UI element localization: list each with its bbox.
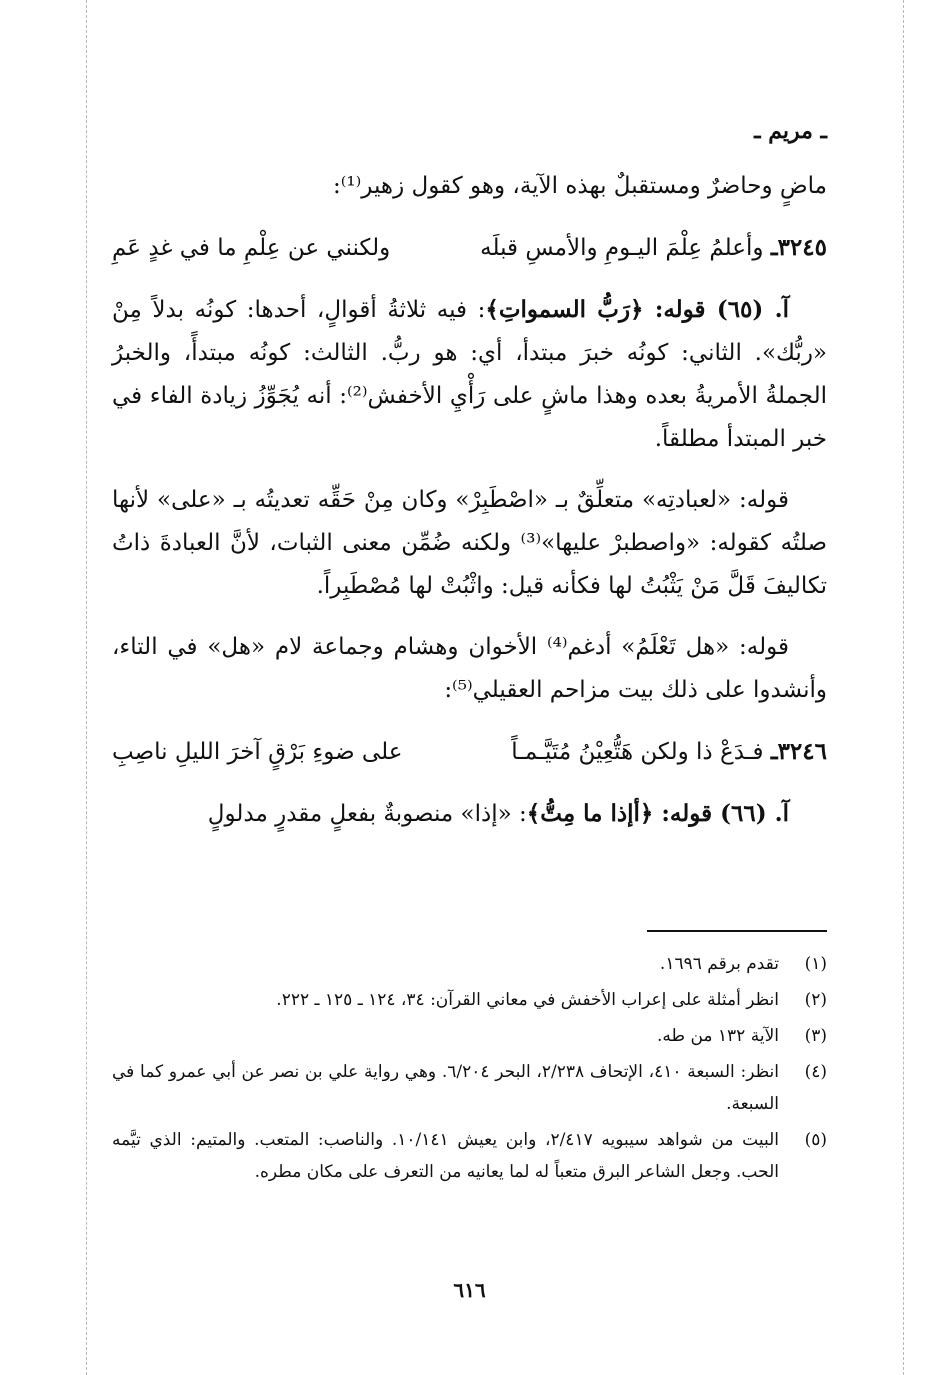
footnote-number: (٢) — [804, 990, 827, 1010]
scan-margin-line-left — [86, 0, 87, 1375]
footnote-number: (٣) — [804, 1026, 827, 1046]
verse-number: ٣٢٤٦ـ — [770, 738, 827, 765]
verse-hemistich-2: على ضوءِ بَرْقٍ آخرَ الليلِ ناصِبِ — [112, 739, 403, 765]
paragraph-3: قوله: «لعبادتِه» متعلِّقٌ بـ «اصْطَبِرْ» وكان مِنْ حَقِّه تعديتُه بـ «على» لأنها صلتُه كقوله: «واصطبرْ عليها»⁽³⁾ ولكنه ضُمِّن معنى الثبات، لأنَّ العبادةَ ذاتُ تكاليفَ قَلَّ مَنْ يَثْبُتُ لها فكأنه قيل: واثْبُتْ لها مُصْطَبِراً. — [112, 487, 828, 599]
verse-ref-66: آ. (٦٦) قوله: ﴿أإذا ما مِتُّ﴾ — [526, 800, 789, 827]
footnote-text: انظر: السبعة ٤١٠، الإتحاف ٢/٢٣٨، البحر ٦/٢٠٤. وهي رواية علي بن نصر عن أبي عمرو كما في السبعة. — [112, 1062, 779, 1114]
paragraph-4: قوله: «هل تَعْلَمُ» أدغم⁽⁴⁾ الأخوان وهشام وجماعة لام «هل» في التاء، وأنشدوا على ذلك بيت مزاحم العقيلي⁽⁵⁾: — [112, 634, 827, 703]
footnote-text: انظر أمثلة على إعراب الأخفش في معاني القرآن: ٣٤، ١٢٤ ـ ١٢٥ ـ ٢٢٢. — [276, 990, 779, 1010]
footnote-item — [112, 1056, 827, 1120]
verse-hemistich-1: ٣٢٤٥ـ وأعلمُ عِلْمَ اليـومِ والأمسِ قبلَه — [480, 234, 827, 261]
footnote-text: تقدم برقم ١٦٩٦. — [659, 954, 779, 974]
footnote-number: (٤) — [804, 1062, 827, 1082]
paragraph-1: ماضٍ وحاضرٌ ومستقبلٌ بهذه الآية، وهو كقول زهير⁽¹⁾: — [333, 173, 827, 199]
paragraph-66-text: : «إذا» منصوبةٌ بفعلٍ مقدرٍ مدلولٍ — [207, 801, 527, 827]
footnote-item — [112, 1124, 827, 1188]
page-number: ٦١٦ — [453, 1278, 486, 1302]
paragraph-65-text: : فيه ثلاثةُ أقوالٍ، أحدها: كونُه بدلاً مِنْ «ربُّك». الثاني: كونُه خبرَ مبتدأ، أي: هو ربُّ. الثالث: كونُه مبتدأً، والخبرُ الجملةُ الأمريةُ بعده وهذا ماشٍ على رَأْيِ الأخفش⁽²⁾: أنه يُجَوِّزُ زيادة الفاء في خبر المبتدأ مطلقاً. — [112, 297, 827, 452]
footnote-item — [112, 984, 827, 1016]
footnote-number: (٥) — [804, 1130, 827, 1150]
footnote-number: (١) — [804, 954, 827, 974]
footnotes — [112, 948, 827, 1192]
scan-margin-line-right — [903, 0, 904, 1375]
footnote-item — [112, 1020, 827, 1052]
footnote-item — [112, 948, 827, 980]
verse-ref-65: آ. (٦٥) قوله: ﴿رَبُّ السمواتِ﴾ — [485, 296, 789, 323]
footnote-text: البيت من شواهد سيبويه ٢/٤١٧، وابن يعيش ١٠/١٤١. والناصب: المتعب. والمتيم: الذي تيَّمه الحب. وجعل الشاعر البرق متعباً له لما يعانيه من التعرف على مكان مطره. — [112, 1130, 779, 1182]
footnote-text: الآية ١٣٢ من طه. — [657, 1026, 779, 1046]
verse-number: ٣٢٤٥ـ — [770, 234, 827, 261]
paragraph-65 — [112, 288, 827, 461]
running-header: ـ مريم ـ — [754, 118, 827, 144]
paragraph-66 — [112, 792, 827, 836]
verse-hemistich-2: ولكنني عن عِلْمِ ما في غدٍ عَمِ — [112, 235, 391, 261]
verse-hemistich-1: ٣٢٤٦ـ فـدَعْ ذا ولكن هَتُّعِيْنُ مُتَيَّـمـاً — [511, 738, 827, 765]
verse-3246 — [112, 730, 827, 774]
verse-3245 — [112, 226, 827, 270]
book-page — [112, 0, 827, 1375]
main-text — [112, 165, 827, 854]
footnote-divider — [647, 930, 827, 932]
